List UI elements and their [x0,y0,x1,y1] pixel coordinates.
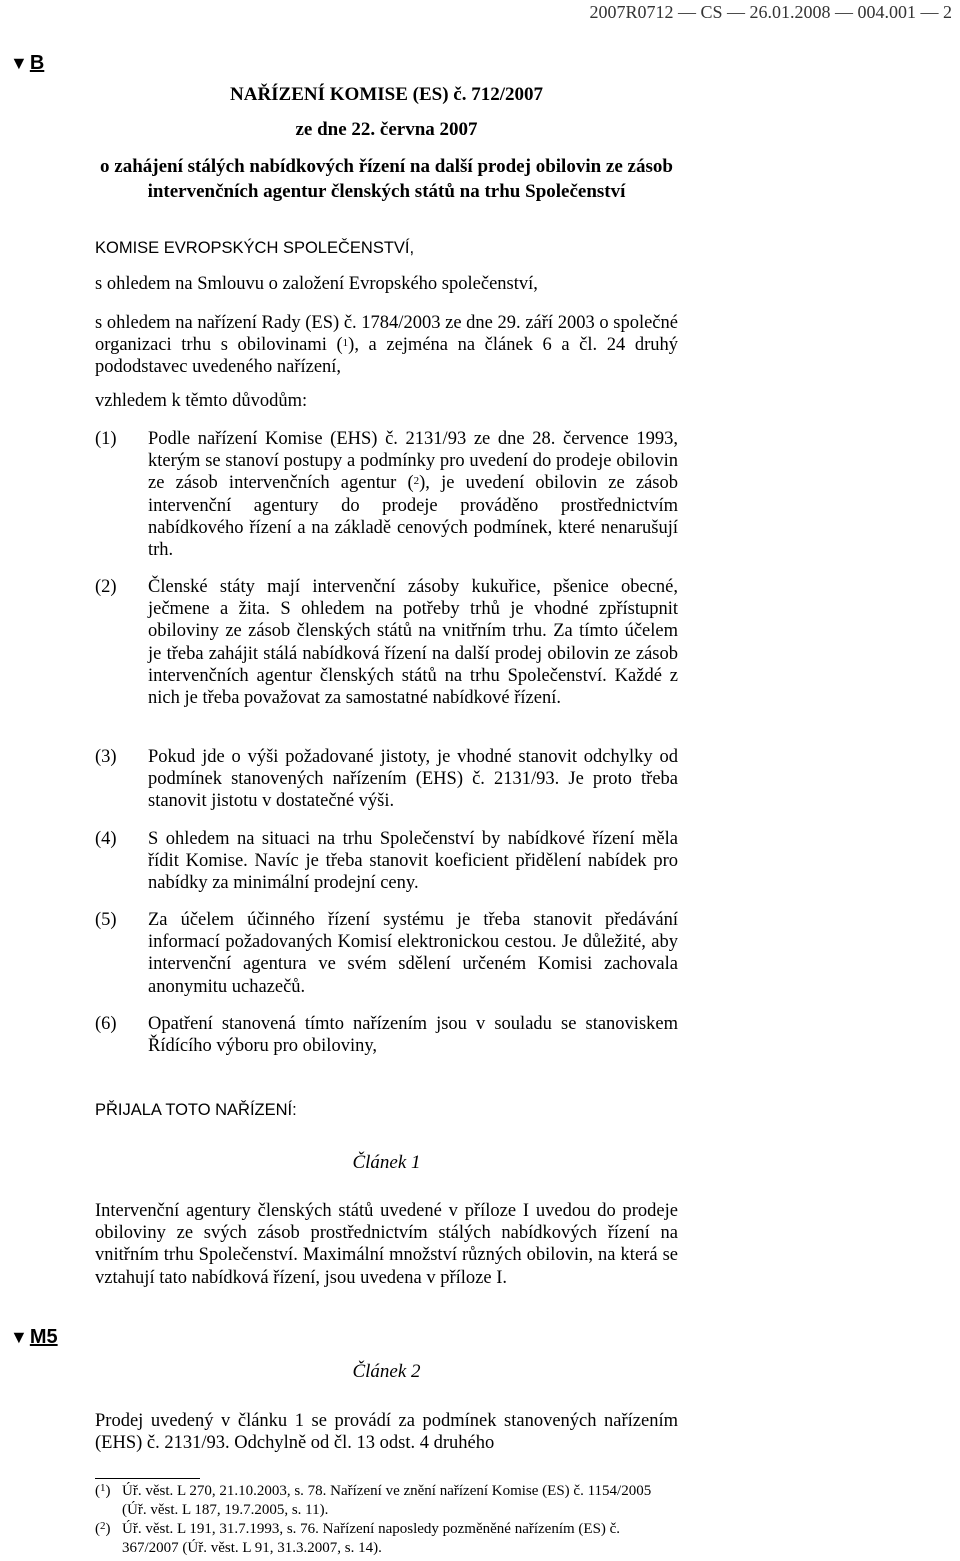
footnote-text: Úř. věst. L 270, 21.10.2003, s. 78. Nařízení ve znění nařízení Komise (ES) č. 1154/2005 (Úř. věst. L 187, 19.7.2005, s. 11). [122,1483,652,1518]
recital-number: (3) [95,747,117,767]
adoption-formula: PŘIJALA TOTO NAŘÍZENÍ: [95,1101,297,1119]
regulation-title: NAŘÍZENÍ KOMISE (ES) č. 712/2007 [230,84,543,105]
footnote-text: Úř. věst. L 191, 31.7.1993, s. 76. Nařízení naposledy pozměněné nařízením (ES) č. 367/2007 (Úř. věst. L 91, 31.3.2007, s. 14). [122,1521,621,1556]
recital-6 [95,1013,678,1057]
regulation-subject: o zahájení stálých nabídkových řízení na další prodej obilovin ze zásob intervenčních agentur členských států na trhu Společenství [100,156,673,202]
triangle-down-icon: ▼ [10,53,28,73]
footnote-separator [95,1478,200,1479]
preamble-whereas: vzhledem k těmto důvodům: [95,391,308,411]
recital-text: Podle nařízení Komise (EHS) č. 2131/93 ze dne 28. července 1993, kterým se stanoví postupy a podmínky pro uvedení do prodeje obilovin ze zásob intervenčních agentur ($^2$), je uvedení obilovin ze zásob intervenční agentury do prodeje prováděno prostřednictvím nabídkového řízení a na základě cenových podmínek, které nenarušují trh. [148,429,678,561]
footnote-1 [95,1482,678,1519]
footnote-number: ($^1$) [95,1482,111,1499]
article-2-text: Prodej uvedený v článku 1 se provádí za podmínek stanovených nařízením (EHS) č. 2131/93. Odchylně od čl. 13 odst. 4 druhého [95,1411,678,1454]
recital-1 [95,428,678,561]
recital-3 [95,746,678,813]
regulation-date: ze dne 22. června 2007 [295,119,478,140]
recital-text: Členské státy mají intervenční zásoby kukuřice, pšenice obecné, ječmene a žita. S ohledem na potřeby trhů je vhodné zpřístupnit obiloviny ze zásob členských států na vnitřním trhu. Za tímto účelem je třeba zahájit stálá nabídková řízení na další prodej obilovin ze zásob intervenčních agentur členských států na trhu Společenství. Každé z nich je třeba považovat za samostatné nabídkové řízení. [148,577,678,709]
preamble-treaty: s ohledem na Smlouvu o založení Evropského společenství, [95,274,538,294]
marker-b [10,52,44,75]
recital-text: Za účelem účinného řízení systému je třeba stanovit předávání informací požadovaných Komisí elektronickou cestou. Je důležité, aby intervenční agentura ve svém sdělení určeném Komisi zachovala anonymitu uchazečů. [148,910,678,997]
triangle-down-icon: ▼ [10,1327,28,1347]
article-2-heading: Článek 2 [352,1361,421,1382]
footnote-2 [95,1520,678,1557]
footnote-ref[interactable]: 1 [342,337,349,350]
recital-text: Pokud jde o výši požadované jistoty, je vhodné stanovit odchylky od podmínek stanovených nařízením (EHS) č. 2131/93. Je proto třeba stanovit jistotu v dostatečné výši. [148,747,678,812]
article-1-text: Intervenční agentury členských států uvedené v příloze I uvedou do prodeje obiloviny ze svých zásob prostřednictvím stálých nabídkových řízení na vnitřním trhu Společenství. Maximální množství různých obilovin, na která se vztahují tato nabídková řízení, jsou uvedena v příloze I. [95,1201,678,1288]
article-1-heading: Článek 1 [352,1152,421,1173]
recital-4 [95,828,678,895]
recital-number: (2) [95,577,117,597]
footnote-ref[interactable]: 2 [413,475,420,488]
recital-2 [95,576,678,709]
recital-number: (5) [95,910,117,930]
recital-text: S ohledem na situaci na trhu Společenství by nabídkové řízení měla řídit Komise. Navíc je třeba stanovit koeficient přidělení nabídek pro nabídky za minimální prodejní ceny. [148,829,678,894]
marker-label[interactable]: B [29,52,45,74]
preamble-regulation: s ohledem na nařízení Rady (ES) č. 1784/2003 ze dne 29. září 2003 o společné organizaci trhu s obilovinami ($^1$), a zejména na článek 6 a čl. 24 druhý pododstavec uvedeného nařízení, [95,313,678,378]
recital-number: (4) [95,829,117,849]
recital-number: (6) [95,1014,117,1034]
marker-label[interactable]: M5 [29,1326,58,1348]
recital-5 [95,909,678,998]
footnote-number: ($^2$) [95,1520,111,1537]
marker-m5 [10,1326,58,1349]
document-header: 2007R0712 — CS — 26.01.2008 — 004.001 — 2 [589,2,952,22]
recital-number: (1) [95,429,117,449]
recital-text: Opatření stanovená tímto nařízením jsou v souladu se stanoviskem Řídícího výboru pro obiloviny, [148,1014,678,1057]
issuing-body: KOMISE EVROPSKÝCH SPOLEČENSTVÍ, [95,239,415,257]
